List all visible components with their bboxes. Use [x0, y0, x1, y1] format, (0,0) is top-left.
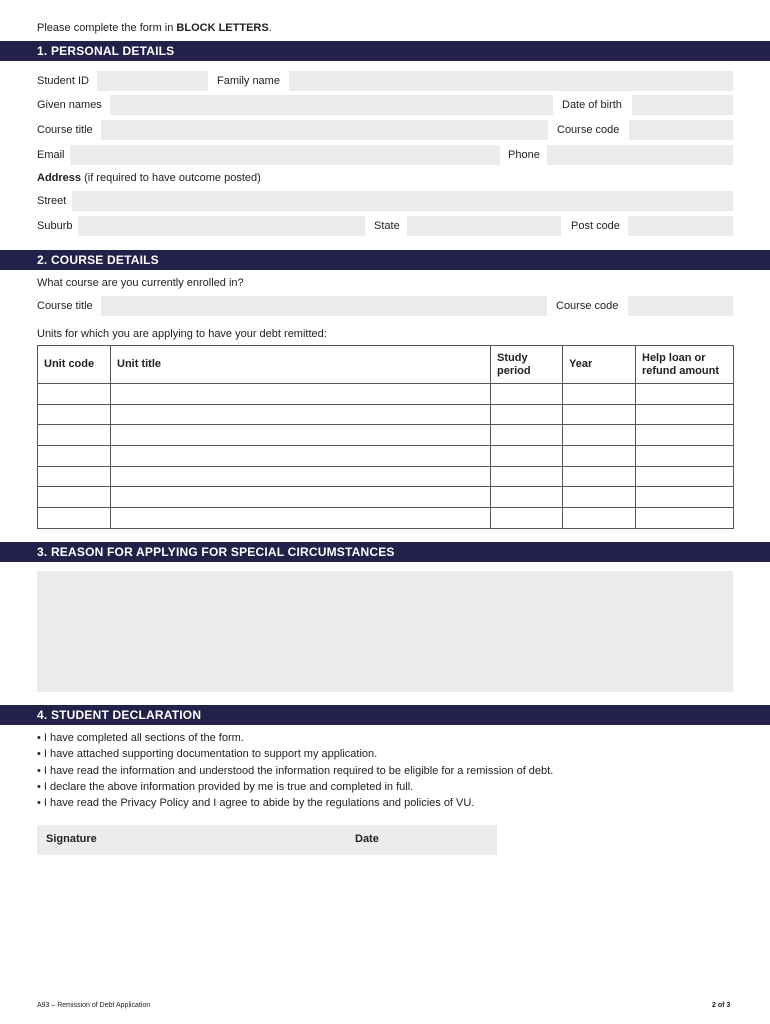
table-cell[interactable] — [563, 404, 636, 425]
column-year: Year — [563, 346, 636, 384]
table-cell[interactable] — [38, 384, 111, 405]
table-row — [38, 446, 734, 467]
column-unit-code: Unit code — [38, 346, 111, 384]
table-cell[interactable] — [38, 508, 111, 529]
course-code-label: Course code — [557, 124, 620, 136]
table-cell[interactable] — [563, 384, 636, 405]
table-cell[interactable] — [111, 487, 491, 508]
suburb-label: Suburb — [37, 220, 73, 232]
post-code-field[interactable] — [628, 216, 733, 236]
table-cell[interactable] — [636, 446, 734, 467]
section-header-reason: 3. REASON FOR APPLYING FOR SPECIAL CIRCUMSTANCES — [0, 542, 770, 562]
table-cell[interactable] — [111, 446, 491, 467]
list-item: • I have completed all sections of the form. — [37, 732, 244, 744]
table-cell[interactable] — [636, 425, 734, 446]
course-question: What course are you currently enrolled in? — [37, 277, 244, 289]
street-label: Street — [37, 195, 67, 207]
table-cell[interactable] — [111, 508, 491, 529]
course-title-label-2: Course title — [37, 300, 93, 312]
table-cell[interactable] — [38, 446, 111, 467]
table-cell[interactable] — [111, 466, 491, 487]
intro-text: Please complete the form in BLOCK LETTERS. — [37, 22, 272, 34]
table-cell[interactable] — [563, 425, 636, 446]
table-row — [38, 487, 734, 508]
section-header-personal: 1. PERSONAL DETAILS — [0, 41, 770, 61]
table-cell[interactable] — [563, 446, 636, 467]
table-cell[interactable] — [491, 487, 563, 508]
course-title-label: Course title — [37, 124, 93, 136]
units-table-header — [38, 346, 734, 384]
section-header-declaration: 4. STUDENT DECLARATION — [0, 705, 770, 725]
table-row — [38, 466, 734, 487]
family-name-label: Family name — [217, 75, 280, 87]
date-of-birth-field[interactable] — [632, 95, 733, 115]
course-title-field[interactable] — [101, 120, 548, 140]
date-of-birth-label: Date of birth — [562, 99, 622, 111]
address-heading: Address (if required to have outcome posted) — [37, 172, 261, 184]
course-code-field-2[interactable] — [628, 296, 733, 316]
column-help-loan: Help loan or refund amount — [636, 346, 734, 384]
street-field[interactable] — [72, 191, 733, 211]
table-cell[interactable] — [636, 487, 734, 508]
units-prompt: Units for which you are applying to have your debt remitted: — [37, 328, 327, 340]
table-cell[interactable] — [491, 384, 563, 405]
table-row — [38, 404, 734, 425]
list-item: • I have read the information and understood the information required to be eligible for a remission of debt. — [37, 764, 554, 777]
table-cell[interactable] — [491, 466, 563, 487]
table-row — [38, 425, 734, 446]
signature-label: Signature — [46, 833, 97, 845]
section-header-course: 2. COURSE DETAILS — [0, 250, 770, 270]
date-label: Date — [355, 833, 379, 845]
table-cell[interactable] — [491, 446, 563, 467]
table-cell[interactable] — [563, 487, 636, 508]
table-cell[interactable] — [636, 404, 734, 425]
table-cell[interactable] — [636, 384, 734, 405]
reason-textarea[interactable] — [37, 571, 733, 692]
student-id-label: Student ID — [37, 75, 89, 87]
course-title-field-2[interactable] — [101, 296, 547, 316]
table-cell[interactable] — [111, 384, 491, 405]
phone-field[interactable] — [547, 145, 733, 165]
course-code-label-2: Course code — [556, 300, 619, 312]
table-cell[interactable] — [38, 425, 111, 446]
table-cell[interactable] — [38, 487, 111, 508]
table-cell[interactable] — [563, 466, 636, 487]
course-code-field[interactable] — [629, 120, 733, 140]
list-item: • I have read the Privacy Policy and I agree to abide by the regulations and policies of VU. — [37, 797, 475, 810]
table-cell[interactable] — [111, 404, 491, 425]
state-field[interactable] — [407, 216, 561, 236]
table-cell[interactable] — [491, 404, 563, 425]
phone-label: Phone — [508, 149, 540, 161]
email-field[interactable] — [70, 145, 500, 165]
table-cell[interactable] — [563, 508, 636, 529]
footer-doc-title: A93 – Remission of Debt Application — [37, 1002, 151, 1009]
table-cell[interactable] — [38, 404, 111, 425]
column-unit-title: Unit title — [111, 346, 491, 384]
signature-box[interactable] — [37, 825, 497, 855]
table-row — [38, 508, 734, 529]
state-label: State — [374, 220, 400, 232]
list-item: • I declare the above information provided by me is true and completed in full. — [37, 780, 414, 793]
given-names-label: Given names — [37, 99, 102, 111]
column-study-period: Study period — [491, 346, 563, 384]
table-cell[interactable] — [491, 508, 563, 529]
suburb-field[interactable] — [78, 216, 365, 236]
table-cell[interactable] — [636, 466, 734, 487]
table-cell[interactable] — [38, 466, 111, 487]
table-row — [38, 384, 734, 405]
table-cell[interactable] — [491, 425, 563, 446]
given-names-field[interactable] — [110, 95, 553, 115]
footer-page-number: 2 of 3 — [712, 1002, 731, 1009]
student-id-field[interactable] — [97, 71, 208, 91]
email-label: Email — [37, 149, 65, 161]
table-cell[interactable] — [636, 508, 734, 529]
list-item: • I have attached supporting documentation to support my application. — [37, 748, 378, 761]
units-table — [37, 345, 734, 529]
family-name-field[interactable] — [289, 71, 733, 91]
declaration-list — [37, 730, 553, 811]
table-cell[interactable] — [111, 425, 491, 446]
post-code-label: Post code — [571, 220, 620, 232]
